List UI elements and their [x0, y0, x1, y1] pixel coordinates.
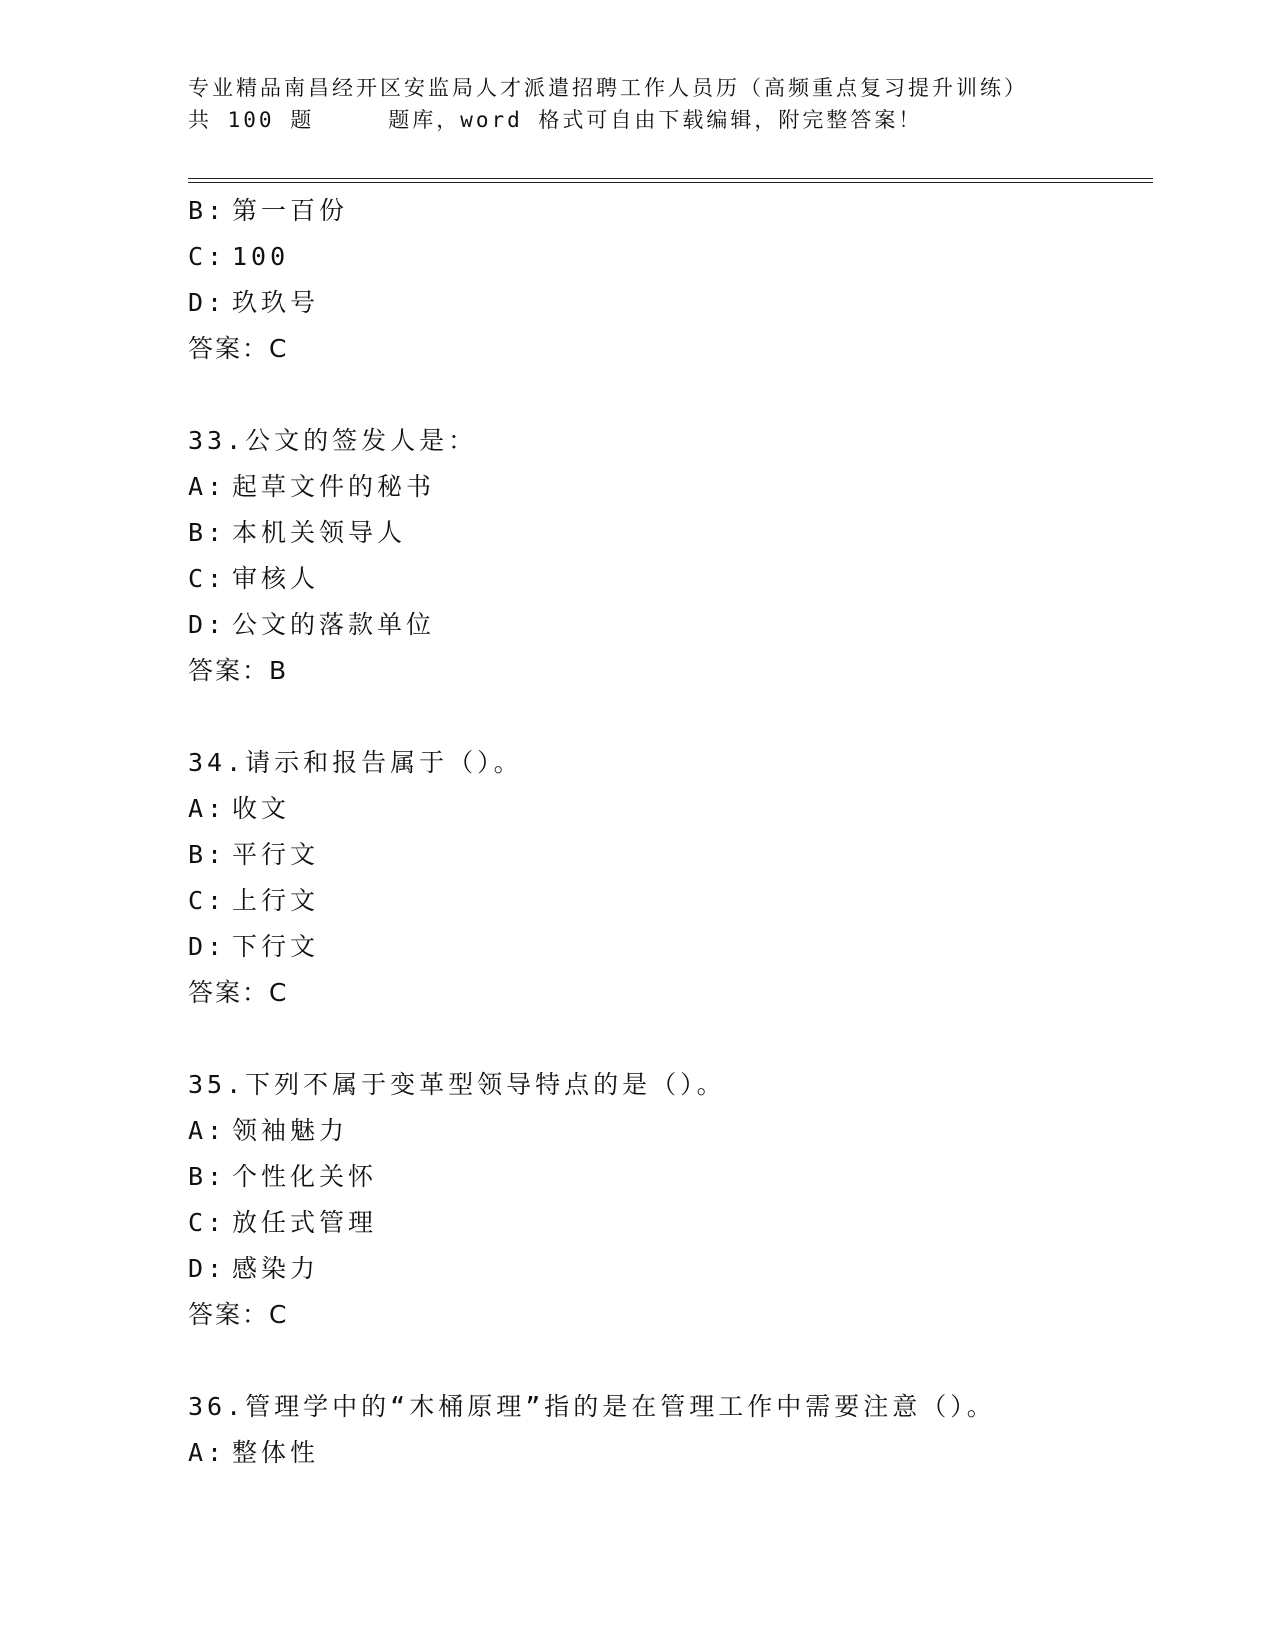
question-block	[188, 1384, 1148, 1476]
option-row	[188, 234, 1148, 280]
option-letter: A:	[188, 794, 227, 823]
option-row	[188, 924, 1148, 970]
option-text: 玖玖号	[232, 288, 320, 317]
carryover-block	[188, 188, 1148, 372]
document-header	[188, 72, 1148, 136]
option-row	[188, 1154, 1148, 1200]
question-block	[188, 1062, 1148, 1338]
option-letter: B:	[188, 518, 227, 547]
option-text: 公文的落款单位	[232, 610, 436, 639]
header-divider-top	[188, 178, 1153, 179]
option-letter: A:	[188, 1116, 227, 1145]
option-text: 起草文件的秘书	[232, 472, 436, 501]
question-stem: 34.请示和报告属于（）。	[188, 748, 523, 777]
option-text: 上行文	[232, 886, 320, 915]
header-divider-bottom	[188, 182, 1153, 183]
download-note: 题库，word 格式可自由下载编辑，附完整答案！	[388, 108, 923, 132]
option-row	[188, 556, 1148, 602]
option-row	[188, 832, 1148, 878]
option-letter: C:	[188, 1208, 227, 1237]
option-letter: D:	[188, 288, 227, 317]
header-title: 专业精品南昌经开区安监局人才派遣招聘工作人员历（高频重点复习提升训练）	[188, 76, 1028, 100]
option-text: 100	[232, 242, 290, 271]
option-letter: D:	[188, 1254, 227, 1283]
question-stem: 33.公文的签发人是：	[188, 426, 478, 455]
option-text: 整体性	[232, 1438, 320, 1467]
option-row	[188, 878, 1148, 924]
option-row	[188, 1430, 1148, 1476]
option-text: 审核人	[232, 564, 320, 593]
header-subtitle	[188, 104, 1148, 136]
option-row	[188, 602, 1148, 648]
option-text: 个性化关怀	[232, 1162, 378, 1191]
option-letter: C:	[188, 564, 227, 593]
option-row	[188, 280, 1148, 326]
option-text: 收文	[232, 794, 291, 823]
question-block	[188, 418, 1148, 694]
option-row	[188, 1246, 1148, 1292]
answer-line: 答案：C	[188, 978, 289, 1007]
question-list	[188, 188, 1148, 1476]
option-letter: B:	[188, 1162, 227, 1191]
option-text: 平行文	[232, 840, 320, 869]
option-letter: C:	[188, 886, 227, 915]
option-letter: C:	[188, 242, 227, 271]
question-block	[188, 740, 1148, 1016]
option-row	[188, 1108, 1148, 1154]
question-stem: 35.下列不属于变革型领导特点的是（）。	[188, 1070, 726, 1099]
answer-line: 答案：C	[188, 1300, 289, 1329]
answer-line: 答案：B	[188, 656, 289, 685]
option-text: 下行文	[232, 932, 320, 961]
option-row	[188, 188, 1148, 234]
option-letter: A:	[188, 472, 227, 501]
option-letter: B:	[188, 840, 227, 869]
option-letter: A:	[188, 1438, 227, 1467]
option-text: 感染力	[232, 1254, 320, 1283]
option-row	[188, 786, 1148, 832]
option-letter: D:	[188, 932, 227, 961]
question-count: 共 100 题	[188, 108, 315, 132]
option-text: 第一百份	[232, 196, 349, 225]
question-stem: 36.管理学中的“木桶原理”指的是在管理工作中需要注意（）。	[188, 1392, 996, 1421]
option-letter: D:	[188, 610, 227, 639]
option-text: 放任式管理	[232, 1208, 378, 1237]
option-text: 领袖魅力	[232, 1116, 349, 1145]
option-row	[188, 1200, 1148, 1246]
option-letter: B:	[188, 196, 227, 225]
answer-line: 答案：C	[188, 334, 289, 363]
option-row	[188, 510, 1148, 556]
option-row	[188, 464, 1148, 510]
option-text: 本机关领导人	[232, 518, 407, 547]
